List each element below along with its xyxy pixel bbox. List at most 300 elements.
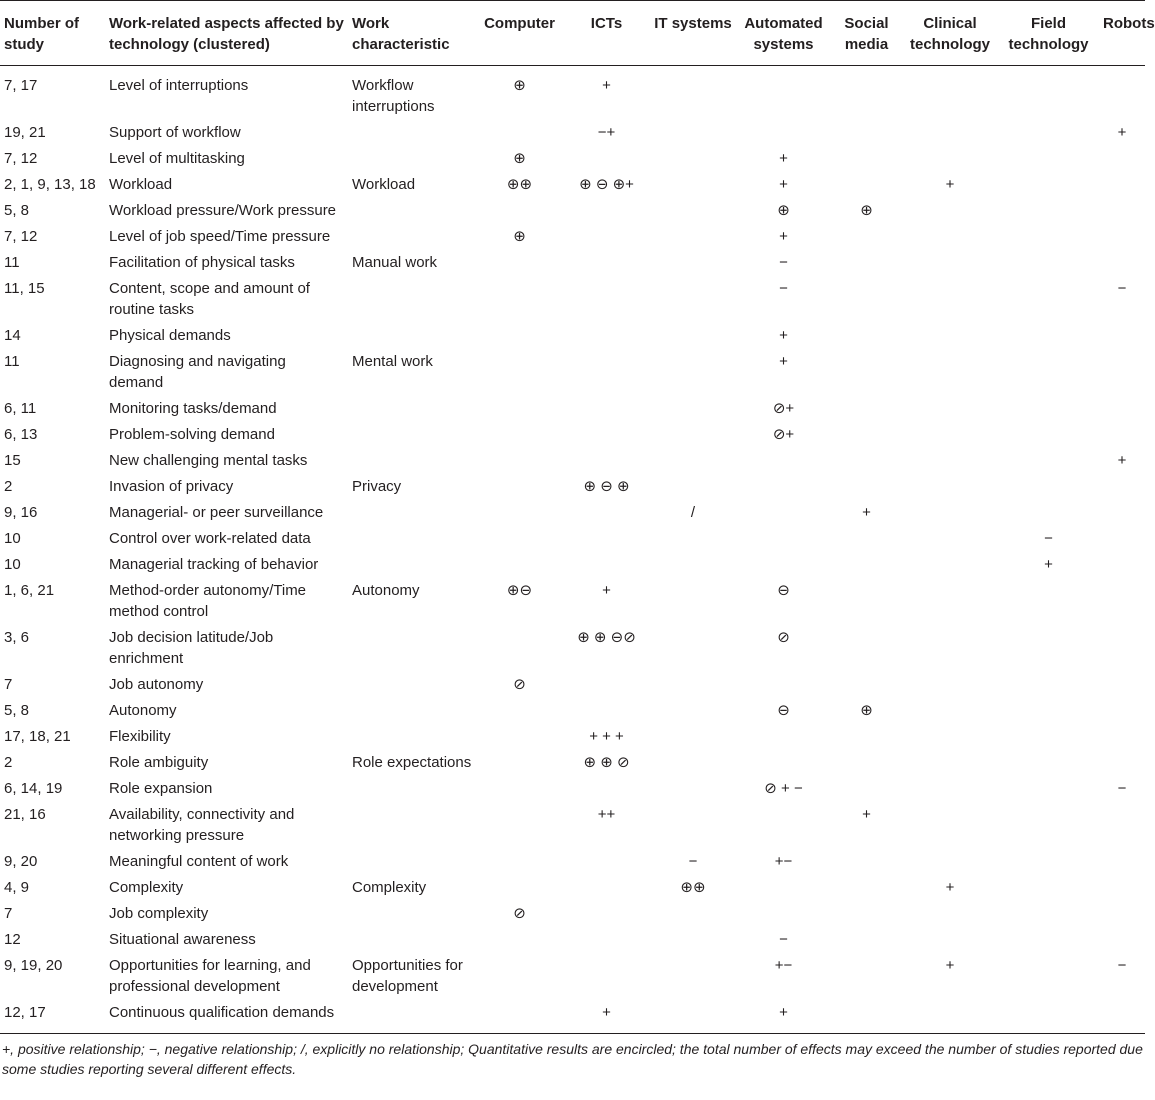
table-cell — [563, 775, 650, 801]
table-cell: 14 — [4, 327, 21, 344]
table-cell — [1099, 926, 1145, 952]
table-cell: ++ — [597, 806, 616, 823]
table-row — [0, 999, 1145, 1034]
table-cell — [650, 249, 736, 275]
table-cell — [1099, 223, 1145, 249]
table-row — [0, 723, 1145, 749]
table-cell: ⊕ ⊖ ⊕ — [583, 478, 630, 495]
table-cell: ⊘ + − — [764, 780, 803, 797]
table-cell — [650, 952, 736, 999]
table-cell: + — [1117, 452, 1127, 469]
table-cell — [902, 900, 998, 926]
column-header: Clinical technology — [909, 15, 990, 53]
table-cell — [831, 171, 902, 197]
table-cell — [831, 926, 902, 952]
table-cell: 6, 11 — [4, 400, 37, 417]
table-cell — [563, 145, 650, 171]
header-row — [0, 1, 1145, 66]
table-cell — [998, 926, 1099, 952]
table-cell — [902, 671, 998, 697]
table-cell: Job decision latitude/Job enrichment — [109, 629, 274, 667]
table-cell — [998, 171, 1099, 197]
table-cell — [563, 697, 650, 723]
table-cell — [1099, 499, 1145, 525]
table-cell: Invasion of privacy — [109, 478, 234, 495]
table-cell: 6, 14, 19 — [4, 780, 63, 797]
table-cell — [476, 624, 563, 671]
table-cell: ⊕ ⊕ ⊘ — [583, 754, 630, 771]
table-cell: 21, 16 — [4, 806, 46, 823]
table-cell — [348, 525, 476, 551]
table-cell — [831, 723, 902, 749]
table-cell: 5, 8 — [4, 702, 30, 719]
table-cell — [1099, 577, 1145, 624]
table-cell — [902, 848, 998, 874]
table-cell — [998, 999, 1099, 1034]
table-cell: ⊘+ — [772, 400, 795, 417]
table-cell: ⊕ — [513, 77, 526, 94]
table-cell — [998, 249, 1099, 275]
table-cell: Content, scope and amount of routine tasks — [109, 280, 310, 318]
table-cell: Manual work — [352, 254, 438, 271]
table-cell: ⊕⊖ — [506, 582, 533, 599]
table-cell — [1099, 525, 1145, 551]
table-cell: − — [1044, 530, 1053, 547]
table-cell: Meaningful content of work — [109, 853, 289, 870]
table-row — [0, 197, 1145, 223]
table-cell — [476, 801, 563, 848]
table-cell — [650, 66, 736, 120]
table-cell — [650, 577, 736, 624]
table-cell: Role expectations — [352, 754, 472, 771]
table-cell: + — [779, 150, 788, 167]
table-cell — [998, 66, 1099, 120]
table-cell: ⊕ — [860, 702, 873, 719]
table-cell — [476, 447, 563, 473]
table-row — [0, 119, 1145, 145]
table-cell — [563, 447, 650, 473]
table-cell — [831, 551, 902, 577]
table-cell: ⊕⊕ — [506, 176, 533, 193]
column-header: Computer — [484, 15, 555, 32]
table-cell — [902, 249, 998, 275]
table-cell — [1099, 874, 1145, 900]
table-cell: Opportunities for development — [352, 957, 463, 995]
table-cell — [736, 801, 831, 848]
table-cell: 7 — [4, 676, 13, 693]
table-cell — [476, 197, 563, 223]
table-row — [0, 171, 1145, 197]
table-cell — [902, 395, 998, 421]
table-cell — [563, 874, 650, 900]
table-cell: ⊕ — [860, 202, 873, 219]
table-row — [0, 749, 1145, 775]
table-cell: Situational awareness — [109, 931, 256, 948]
table-cell — [348, 275, 476, 322]
table-cell — [831, 119, 902, 145]
table-cell: 6, 13 — [4, 426, 38, 443]
table-cell: 11, 15 — [4, 280, 45, 297]
table-cell — [902, 145, 998, 171]
table-cell: − — [688, 853, 698, 870]
table-cell — [650, 171, 736, 197]
table-cell: − — [1117, 280, 1127, 297]
table-cell — [650, 395, 736, 421]
table-cell — [650, 551, 736, 577]
table-cell — [902, 348, 998, 395]
table-cell — [1099, 999, 1145, 1034]
table-cell: Physical demands — [109, 327, 231, 344]
table-cell — [902, 223, 998, 249]
table-cell — [1099, 348, 1145, 395]
table-cell — [1099, 145, 1145, 171]
table-cell: 10 — [4, 530, 21, 547]
column-header: Social media — [844, 15, 889, 53]
table-cell — [563, 197, 650, 223]
table-cell: + — [779, 327, 788, 344]
table-body — [0, 66, 1145, 1034]
table-cell — [831, 900, 902, 926]
table-cell — [831, 447, 902, 473]
table-cell: Problem-solving demand — [109, 426, 275, 443]
table-cell — [348, 447, 476, 473]
table-cell — [563, 926, 650, 952]
table-cell — [998, 723, 1099, 749]
table-cell: − — [1117, 957, 1127, 974]
table-cell: Support of workflow — [109, 124, 241, 141]
table-cell — [476, 775, 563, 801]
table-row — [0, 775, 1145, 801]
table-cell — [1099, 473, 1145, 499]
table-cell: − — [779, 931, 788, 948]
table-cell — [650, 697, 736, 723]
table-row — [0, 249, 1145, 275]
table-cell: +− — [774, 853, 793, 870]
table-cell — [902, 525, 998, 551]
table-cell — [348, 624, 476, 671]
table-cell — [998, 447, 1099, 473]
table-cell: ⊖ — [777, 702, 790, 719]
column-header: Field technology — [1008, 15, 1089, 53]
table-cell — [902, 999, 998, 1034]
table-cell — [998, 848, 1099, 874]
table-cell — [348, 900, 476, 926]
table-cell — [831, 421, 902, 447]
table-cell — [831, 577, 902, 624]
table-cell: Mental work — [352, 353, 433, 370]
table-cell — [348, 223, 476, 249]
table-cell — [650, 322, 736, 348]
table-cell: Complexity — [352, 879, 427, 896]
table-cell — [831, 249, 902, 275]
table-cell — [476, 395, 563, 421]
table-cell — [348, 848, 476, 874]
table-cell — [563, 900, 650, 926]
column-header: Automated systems — [744, 15, 823, 53]
table-cell — [902, 447, 998, 473]
table-cell — [998, 624, 1099, 671]
table-row — [0, 697, 1145, 723]
table-cell: 19, 21 — [4, 124, 46, 141]
table-row — [0, 671, 1145, 697]
table-cell — [736, 723, 831, 749]
table-cell: + — [945, 879, 955, 896]
table-cell — [348, 119, 476, 145]
table-header — [0, 1, 1155, 66]
column-header: ICTs — [590, 15, 623, 32]
table-cell — [1099, 197, 1145, 223]
table-cell — [650, 926, 736, 952]
table-cell — [476, 525, 563, 551]
table-cell — [831, 473, 902, 499]
table-cell — [650, 525, 736, 551]
table-cell — [831, 322, 902, 348]
column-header: Work-related aspects affected by technology (clustered) — [109, 15, 344, 53]
table-cell — [736, 499, 831, 525]
table-cell: 2 — [4, 754, 13, 771]
table-cell — [998, 322, 1099, 348]
table-cell — [902, 624, 998, 671]
table-cell — [476, 952, 563, 999]
table-cell: Managerial- or peer surveillance — [109, 504, 324, 521]
table-cell — [1099, 551, 1145, 577]
table-cell: Role expansion — [109, 780, 213, 797]
table-cell — [1099, 171, 1145, 197]
table-cell — [650, 801, 736, 848]
table-cell — [476, 697, 563, 723]
table-cell — [1099, 848, 1145, 874]
table-cell — [998, 348, 1099, 395]
table-cell — [650, 999, 736, 1034]
table-cell — [831, 775, 902, 801]
table-row — [0, 473, 1145, 499]
table-cell — [348, 322, 476, 348]
table-cell — [902, 775, 998, 801]
table-cell — [831, 66, 902, 120]
table-cell: Job autonomy — [109, 676, 204, 693]
table-cell — [902, 66, 998, 120]
table-cell: + — [602, 582, 611, 599]
table-cell — [348, 197, 476, 223]
table-cell — [902, 697, 998, 723]
table-cell — [476, 421, 563, 447]
table-cell: − — [1117, 780, 1127, 797]
table-cell: Method-order autonomy/Time method control — [109, 582, 307, 620]
table-cell — [476, 249, 563, 275]
table-cell: ⊕ ⊕ ⊖⊘ — [577, 629, 636, 646]
table-cell — [563, 322, 650, 348]
table-cell — [650, 723, 736, 749]
table-cell: Continuous qualification demands — [109, 1004, 335, 1021]
table-cell: + — [779, 176, 788, 193]
table-cell — [476, 723, 563, 749]
table-cell — [650, 421, 736, 447]
table-cell — [998, 145, 1099, 171]
table-cell — [1099, 624, 1145, 671]
table-row — [0, 952, 1145, 999]
table-cell — [831, 275, 902, 322]
table-cell — [1099, 322, 1145, 348]
table-row — [0, 145, 1145, 171]
table-cell: 12, 17 — [4, 1004, 46, 1021]
table-cell — [650, 447, 736, 473]
table-cell — [998, 801, 1099, 848]
table-cell: ⊕ — [513, 228, 526, 245]
table-cell — [476, 275, 563, 322]
table-cell: − — [779, 254, 788, 271]
table-cell: ⊘ — [513, 905, 526, 922]
column-header: Work characteristic — [352, 15, 450, 53]
table-cell: 2, 1, 9, 13, 18 — [4, 176, 96, 193]
table-row — [0, 801, 1145, 848]
table-cell — [650, 775, 736, 801]
table-cell: Job complexity — [109, 905, 209, 922]
table-cell — [831, 874, 902, 900]
table-cell — [1099, 421, 1145, 447]
table-cell — [1099, 697, 1145, 723]
table-cell — [998, 577, 1099, 624]
table-cell — [902, 119, 998, 145]
table-cell: − — [779, 280, 788, 297]
column-header: Robots — [1103, 15, 1155, 32]
table-cell — [902, 499, 998, 525]
table-cell: ⊘ — [513, 676, 526, 693]
table-cell — [902, 421, 998, 447]
table-row — [0, 395, 1145, 421]
table-cell: Privacy — [352, 478, 402, 495]
table-cell — [348, 999, 476, 1034]
table-cell — [476, 473, 563, 499]
table-cell: + — [862, 806, 871, 823]
table-cell: Level of multitasking — [109, 150, 245, 167]
table-cell: 2 — [4, 478, 13, 495]
table-cell: + — [862, 504, 871, 521]
table-cell — [476, 999, 563, 1034]
table-cell — [476, 322, 563, 348]
table-cell — [998, 749, 1099, 775]
table-cell: 15 — [4, 452, 21, 469]
table-cell: ⊘ — [777, 629, 790, 646]
table-cell — [563, 671, 650, 697]
table-cell: + — [945, 176, 955, 193]
table-cell — [998, 697, 1099, 723]
table-cell — [736, 551, 831, 577]
table-cell — [831, 145, 902, 171]
table-cell: 7 — [4, 905, 13, 922]
table-cell — [998, 119, 1099, 145]
table-cell — [902, 801, 998, 848]
table-cell — [1099, 66, 1145, 120]
table-cell — [736, 671, 831, 697]
table-row — [0, 624, 1145, 671]
table-cell — [563, 223, 650, 249]
table-cell — [831, 749, 902, 775]
table-cell — [736, 900, 831, 926]
table-cell: + — [602, 1004, 611, 1021]
table-row — [0, 577, 1145, 624]
table-cell: +− — [774, 957, 793, 974]
table-cell — [998, 952, 1099, 999]
table-cell: 7, 12 — [4, 228, 38, 245]
table-cell: Complexity — [109, 879, 184, 896]
table-cell — [1099, 671, 1145, 697]
table-cell — [831, 671, 902, 697]
table-cell: Role ambiguity — [109, 754, 209, 771]
table-cell — [476, 499, 563, 525]
table-cell — [476, 926, 563, 952]
table-cell — [563, 848, 650, 874]
table-cell — [998, 499, 1099, 525]
table-cell — [563, 525, 650, 551]
table-row — [0, 275, 1145, 322]
table-cell: ⊖ — [777, 582, 790, 599]
table-cell — [650, 145, 736, 171]
table-cell: 9, 16 — [4, 504, 38, 521]
table-cell: + — [1044, 556, 1053, 573]
table-cell: 3, 6 — [4, 629, 30, 646]
table-cell — [476, 848, 563, 874]
table-cell: Managerial tracking of behavior — [109, 556, 319, 573]
table-cell: ⊘+ — [772, 426, 795, 443]
table-cell: + — [779, 353, 788, 370]
table-cell — [1099, 801, 1145, 848]
table-cell — [902, 577, 998, 624]
table-cell — [831, 999, 902, 1034]
table-cell — [831, 624, 902, 671]
table-cell: Monitoring tasks/demand — [109, 400, 277, 417]
table-row — [0, 525, 1145, 551]
table-cell — [563, 249, 650, 275]
table-cell — [998, 421, 1099, 447]
table-cell — [476, 119, 563, 145]
table-cell — [348, 723, 476, 749]
table-cell — [476, 348, 563, 395]
table-cell — [831, 223, 902, 249]
table-cell — [902, 275, 998, 322]
table-cell — [650, 749, 736, 775]
table-cell: Autonomy — [352, 582, 420, 599]
table-row — [0, 499, 1145, 525]
table-row — [0, 322, 1145, 348]
table-cell — [736, 749, 831, 775]
table-cell: 4, 9 — [4, 879, 30, 896]
table-cell: + — [602, 77, 611, 94]
table-cell — [998, 223, 1099, 249]
table-cell: Level of interruptions — [109, 77, 249, 94]
table-cell — [1099, 900, 1145, 926]
table-cell — [831, 952, 902, 999]
table-cell: Level of job speed/Time pressure — [109, 228, 331, 245]
table-cell — [563, 952, 650, 999]
table-cell — [563, 421, 650, 447]
table-cell: Workload — [109, 176, 173, 193]
table-row — [0, 447, 1145, 473]
table-cell: + — [945, 957, 955, 974]
table-cell — [476, 551, 563, 577]
table-cell — [563, 348, 650, 395]
table-cell — [998, 473, 1099, 499]
table-cell: + + + — [589, 728, 624, 745]
table-cell: Workload — [352, 176, 416, 193]
table-cell — [348, 926, 476, 952]
table-cell — [1099, 749, 1145, 775]
table-cell: Opportunities for learning, and professional development — [109, 957, 311, 995]
table-cell — [563, 395, 650, 421]
table-cell: + — [779, 1004, 788, 1021]
table-cell — [348, 145, 476, 171]
table-cell — [348, 499, 476, 525]
table-cell — [736, 66, 831, 120]
